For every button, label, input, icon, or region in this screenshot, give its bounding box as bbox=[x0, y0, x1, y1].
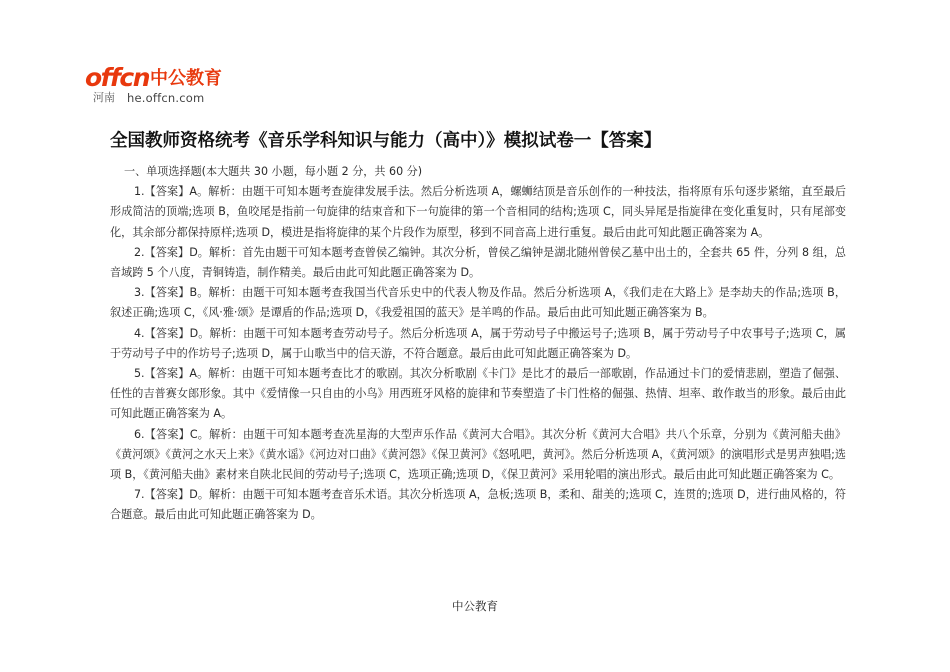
answer-2: 2.【答案】D。解析：首先由题干可知本题考查曾侯乙编钟。其次分析，曾侯乙编钟是湖北随州曾侯乙墓中出土的，全套共 65 件，分列 8 组，总音域跨 5 个八度，青铜铸造，制作精美。最后由此可知此题正确答案为 D。 bbox=[110, 245, 846, 280]
logo-url: he.offcn.com bbox=[127, 91, 205, 105]
answer-7: 7.【答案】D。解析：由题干可知本题考查音乐术语。其次分析选项 A，急板;选项 B，柔和、甜美的;选项 C，连贯的;选项 D，进行曲风格的，符合题意。最后由此可知此题正确答案为 D。 bbox=[110, 488, 846, 522]
offcn-logo bbox=[85, 64, 245, 108]
answer-content bbox=[110, 162, 846, 526]
answer-6: 6.【答案】C。解析：由题干可知本题考查冼星海的大型声乐作品《黄河大合唱》。其次分析《黄河大合唱》共八个乐章，分别为《黄河船夫曲》《黄河颂》《黄河之水天上来》《黄水谣》《河边对口曲》《黄河怨》《保卫黄河》《怒吼吧，黄河》。然后分析选项 A，《黄河颂》的演唱形式是男声独唱;选项 B，《黄河船夫曲》素材来自陕北民间的劳动号子;选项 C，选项正确;选项 D，《保卫黄河》采用轮唱的演出形式。最后由此可知此题正确答案为 C。 bbox=[110, 427, 846, 482]
answer-4: 4.【答案】D。解析：由题干可知本题考查劳动号子。然后分析选项 A，属于劳动号子中搬运号子;选项 B，属于劳动号子中农事号子;选项 C，属于劳动号子中的作坊号子;选项 D，属于山歌当中的信天游，不符合题意。最后由此可知此题正确答案为 D。 bbox=[110, 326, 846, 360]
logo-brand-text: offcn bbox=[85, 63, 150, 92]
section-heading: 一、单项选择题(本大题共 30 小题，每小题 2 分，共 60 分) bbox=[124, 165, 423, 178]
answer-5: 5.【答案】A。解析：由题干可知本题考查比才的歌剧。其次分析歌剧《卡门》是比才的最后一部歌剧，作品通过卡门的爱情悲剧，塑造了倔强、任性的吉普赛女郎形象。其中《爱情像一只自由的小鸟》用西班牙风格的旋律和节奏塑造了卡门性格的倔强、热情、坦率、敢作敢当的形象。最后由此可知此题正确答案为 A。 bbox=[110, 367, 846, 421]
logo-region: 河南 bbox=[93, 91, 115, 104]
page-footer: 中公教育 bbox=[452, 599, 498, 613]
answer-1: 1.【答案】A。解析：由题干可知本题考查旋律发展手法。然后分析选项 A，螺蛳结顶是音乐创作的一种技法，指将原有乐句逐步紧缩，直至最后形成简洁的顶端;选项 B，鱼咬尾是指前一句旋律的结束音和下一句旋律的第一个音相同的结构;选项 C，同头异尾是指旋律在变化重复时，只有尾部变化，其余部分都保持原样;选项 D，模进是指将旋律的某个片段作为原型，移到不同音高上进行重复。最后由此可知此题正确答案为 A。 bbox=[110, 185, 846, 239]
document-title: 全国教师资格统考《音乐学科知识与能力（高中）》模拟试卷一【答案】 bbox=[110, 131, 662, 151]
answer-3: 3.【答案】B。解析：由题干可知本题考查我国当代音乐史中的代表人物及作品。然后分析选项 A，《我们走在大路上》是李劫夫的作品;选项 B，叙述正确;选项 C，《风·雅·颂》是谭盾的作品;选项 D，《我爱祖国的蓝天》是羊鸣的作品。最后由此可知此题正确答案为 B。 bbox=[110, 286, 846, 320]
logo-chinese-name: 中公教育 bbox=[150, 68, 222, 89]
